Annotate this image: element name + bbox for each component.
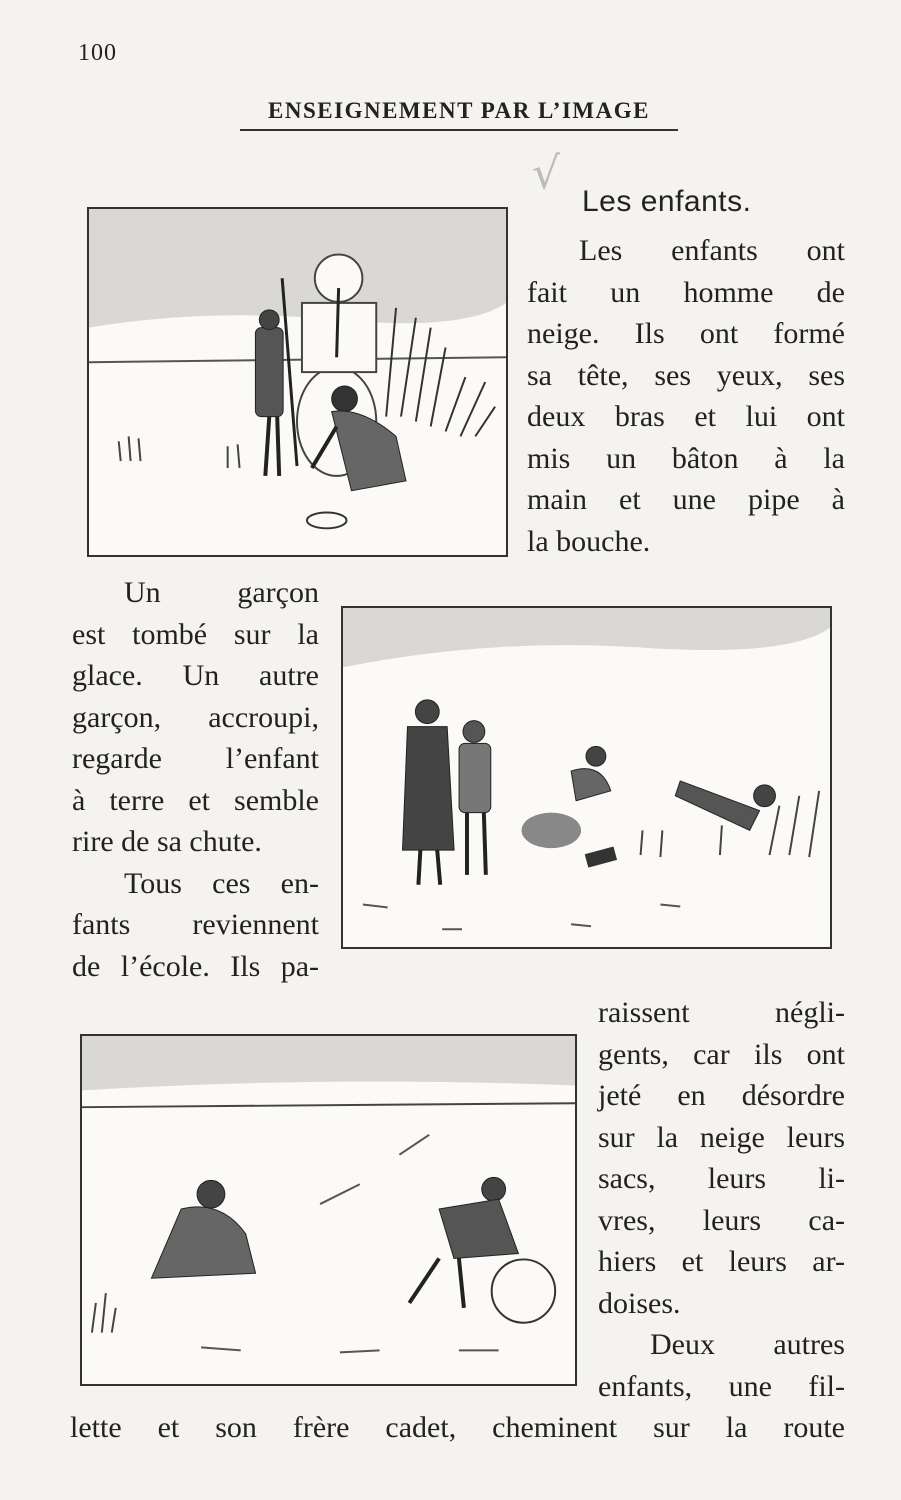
text-line: fants reviennent bbox=[72, 908, 319, 941]
text-line: sacs, leurs li- bbox=[598, 1162, 845, 1195]
lesson-title: Les enfants. bbox=[582, 185, 752, 218]
text-line: doises. bbox=[598, 1286, 681, 1320]
check-mark-annotation: √ bbox=[532, 148, 561, 199]
text-block-2 bbox=[72, 572, 319, 987]
snowball-illustration bbox=[80, 1034, 577, 1386]
text-line: main et une pipe à bbox=[527, 483, 845, 516]
text-line: Tous ces en- bbox=[124, 866, 319, 900]
text-line: à terre et semble bbox=[72, 783, 319, 817]
text-line: enfants, une fil- bbox=[598, 1369, 845, 1403]
text-line: Un garçon bbox=[124, 576, 319, 609]
text-line: jeté en désordre bbox=[598, 1079, 845, 1112]
text-line: hiers et leurs ar- bbox=[598, 1245, 845, 1278]
text-line: fait un homme de bbox=[527, 275, 845, 309]
text-block-3 bbox=[598, 992, 845, 1407]
text-line: garçon, accroupi, bbox=[72, 700, 319, 734]
text-line: Deux autres bbox=[650, 1328, 845, 1361]
text-line: raissent négli- bbox=[598, 996, 845, 1029]
text-line: regarde l’enfant bbox=[72, 742, 319, 775]
fallen-boy-illustration bbox=[341, 606, 832, 949]
text-line: rire de sa chute. bbox=[72, 825, 262, 858]
text-final-line bbox=[70, 1407, 845, 1449]
text-line: neige. Ils ont formé bbox=[527, 317, 845, 350]
text-line: sur la neige leurs bbox=[598, 1120, 845, 1154]
text-line: lette et son frère cadet, cheminent sur la route bbox=[70, 1411, 845, 1444]
running-title: ENSEIGNEMENT PAR L’IMAGE bbox=[240, 98, 678, 131]
text-line: de l’école. Ils pa- bbox=[72, 949, 319, 983]
text-line: est tombé sur la bbox=[72, 617, 319, 651]
text-line: sa tête, ses yeux, ses bbox=[527, 358, 845, 392]
text-line: Les enfants ont bbox=[579, 234, 845, 267]
snowman-illustration bbox=[87, 207, 508, 557]
text-line: la bouche. bbox=[527, 524, 651, 558]
text-line: deux bras et lui ont bbox=[527, 400, 845, 433]
text-line: vres, leurs ca- bbox=[598, 1203, 845, 1237]
text-line: gents, car ils ont bbox=[598, 1037, 845, 1071]
text-line: mis un bâton à la bbox=[527, 441, 845, 475]
page-number: 100 bbox=[78, 40, 117, 66]
text-block-1 bbox=[527, 230, 845, 562]
text-line: glace. Un autre bbox=[72, 659, 319, 692]
